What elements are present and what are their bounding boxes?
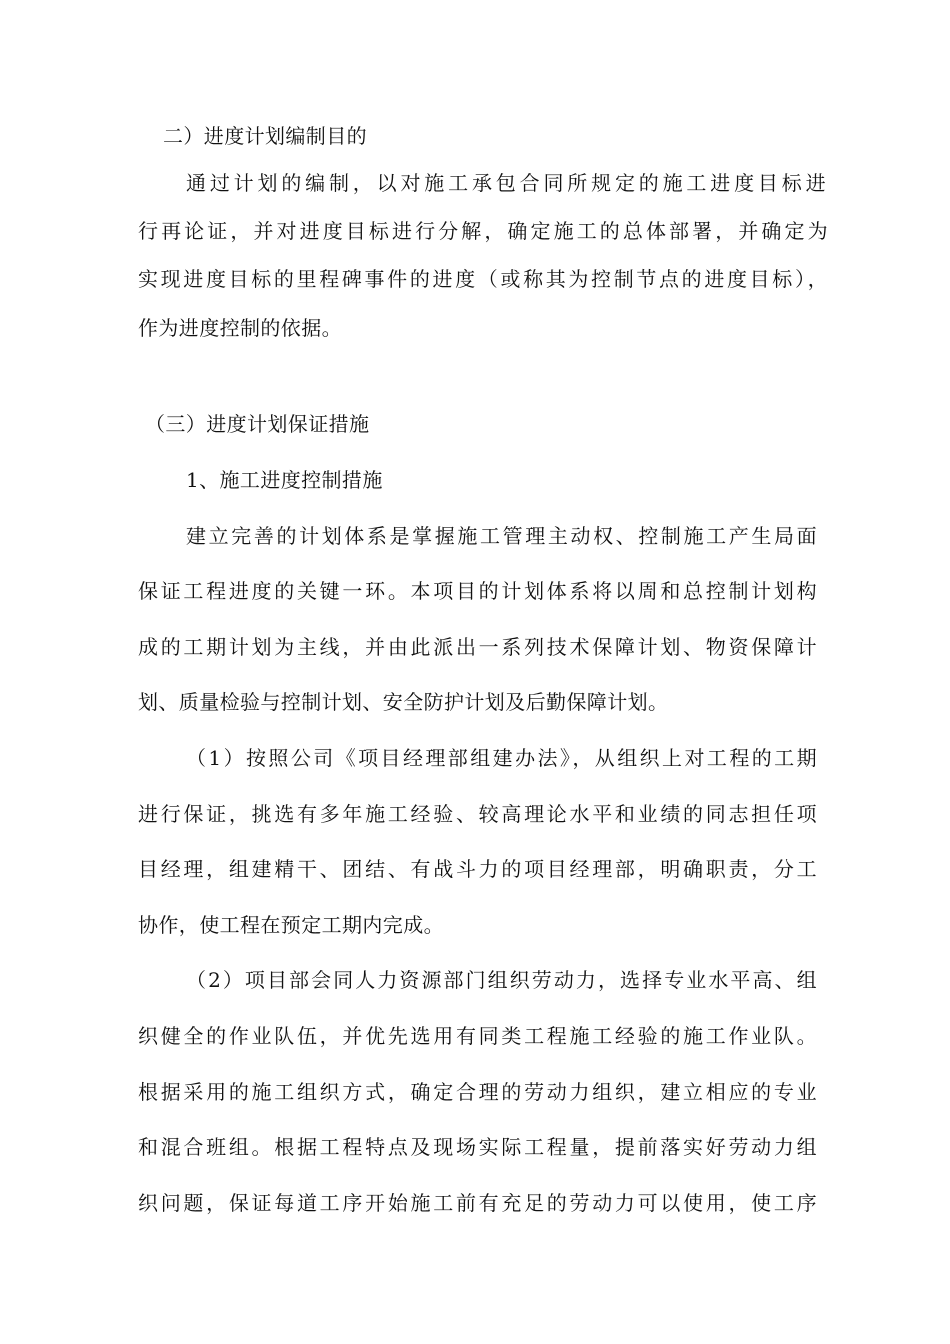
paragraph-line: 作为进度控制的依据。 <box>138 316 342 340</box>
paragraph-line: 和混合班组。根据工程特点及现场实际工程量，提前落实好劳动力组 <box>138 1135 817 1159</box>
paragraph-line: 行再论证，并对进度目标进行分解，确定施工的总体部署，并确定为 <box>138 219 828 243</box>
paragraph-line: 织问题，保证每道工序开始施工前有充足的劳动力可以使用，使工序 <box>138 1191 817 1215</box>
paragraph-line: （1）按照公司《项目经理部组建办法》，从组织上对工程的工期 <box>186 746 817 770</box>
section-heading-3: （三）进度计划保证措施 <box>145 412 370 436</box>
section-heading-2: 二）进度计划编制目的 <box>163 124 367 148</box>
paragraph-line: 目经理，组建精干、团结、有战斗力的项目经理部，明确职责，分工 <box>138 857 817 881</box>
paragraph-line: 保证工程进度的关键一环。本项目的计划体系将以周和总控制计划构 <box>138 579 817 603</box>
paragraph-line: 划、质量检验与控制计划、安全防护计划及后勤保障计划。 <box>138 690 669 714</box>
paragraph-line: （2）项目部会同人力资源部门组织劳动力，选择专业水平高、组 <box>186 968 817 992</box>
paragraph-line: 协作，使工程在预定工期内完成。 <box>138 913 444 937</box>
paragraph-line: 实现进度目标的里程碑事件的进度（或称其为控制节点的进度目标）， <box>138 267 828 291</box>
paragraph-line: 建立完善的计划体系是掌握施工管理主动权、控制施工产生局面 <box>186 524 817 548</box>
paragraph-line: 通过计划的编制，以对施工承包合同所规定的施工进度目标进 <box>186 171 826 195</box>
paragraph-line: 进行保证，挑选有多年施工经验、较高理论水平和业绩的同志担任项 <box>138 802 817 826</box>
paragraph-line: 织健全的作业队伍，并优先选用有同类工程施工经验的施工作业队。 <box>138 1024 817 1048</box>
subsection-heading: 1、施工进度控制措施 <box>186 468 383 492</box>
paragraph-line: 成的工期计划为主线，并由此派出一系列技术保障计划、物资保障计 <box>138 635 817 659</box>
paragraph-line: 根据采用的施工组织方式，确定合理的劳动力组织，建立相应的专业 <box>138 1080 817 1104</box>
